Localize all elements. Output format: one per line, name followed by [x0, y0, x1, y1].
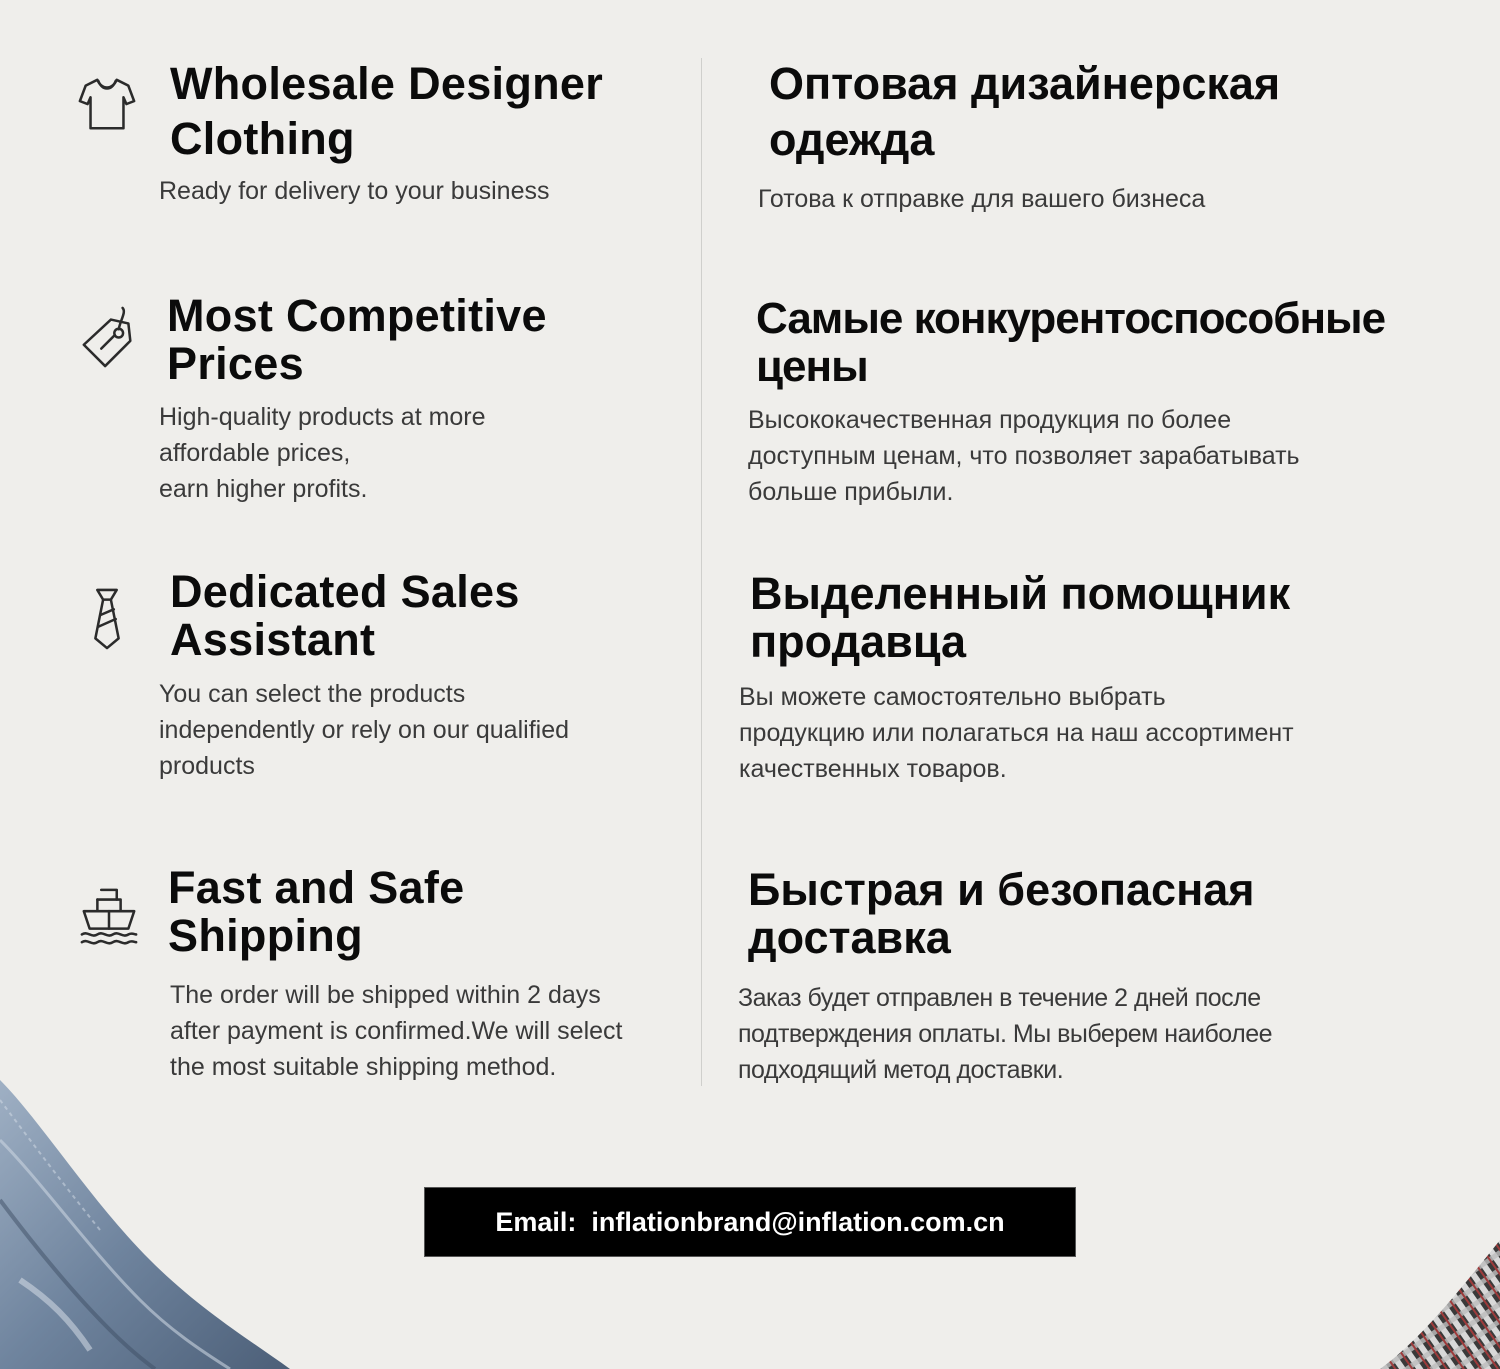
feature-desc-ru [738, 980, 1438, 1088]
email-contact-bar[interactable]: Email: inflationbrand@inflation.com.cn [424, 1187, 1076, 1257]
necktie-icon [76, 588, 138, 650]
feature-title-en: Most Competitive Prices [167, 290, 547, 389]
desc-line: подтверждения оплаты. Мы выберем наиболее [738, 1020, 1273, 1048]
feature-title-ru: Выделенный помощник продавца [750, 568, 1291, 667]
desc-line: products [159, 752, 255, 780]
feature-title-ru: Оптовая дизайнерская одежда [769, 58, 1281, 165]
desc-line: доступным ценам, что позволяет зарабатывать [748, 442, 1300, 470]
desc-line: больше прибыли. [748, 478, 954, 506]
desc-line: affordable prices, [159, 439, 351, 467]
feature-title-en: Fast and Safe Shipping [168, 862, 465, 961]
feature-desc-en [170, 977, 690, 1085]
denim-corner-image [0, 1080, 290, 1369]
desc-line: подходящий метод доставки. [738, 1056, 1064, 1084]
feature-title-ru: Самые конкурентоспособные цены [756, 294, 1386, 391]
ship-icon [78, 886, 140, 948]
t-shirt-icon [76, 74, 138, 136]
feature-desc-ru [748, 402, 1448, 510]
feature-desc-ru: Готова к отправке для вашего бизнеса [758, 185, 1206, 213]
feature-desc-en: Ready for delivery to your business [159, 177, 550, 205]
desc-line: High-quality products at more [159, 403, 486, 431]
desc-line: Заказ будет отправлен в течение 2 дней после [738, 984, 1261, 1012]
desc-line: after payment is confirmed.We will select [170, 1017, 623, 1045]
feature-desc-en [159, 676, 679, 784]
price-tag-icon [78, 306, 140, 368]
column-divider [701, 58, 702, 1086]
desc-line: качественных товаров. [739, 755, 1007, 783]
desc-line: independently or rely on our qualified [159, 716, 569, 744]
desc-line: Вы можете самостоятельно выбрать [739, 683, 1166, 711]
desc-line: earn higher profits. [159, 475, 368, 503]
desc-line: продукцию или полагаться на наш ассортимент [739, 719, 1294, 747]
desc-line: The order will be shipped within 2 days [170, 981, 601, 1009]
desc-line: You can select the products [159, 680, 466, 708]
feature-desc-ru [739, 679, 1459, 787]
feature-title-en: Dedicated Sales Assistant [170, 566, 520, 665]
feature-desc-en [159, 399, 679, 507]
feature-title-en: Wholesale Designer Clothing [170, 58, 604, 164]
desc-line: the most suitable shipping method. [170, 1053, 557, 1081]
plaid-corner-image [1360, 1240, 1500, 1369]
desc-line: Высококачественная продукция по более [748, 406, 1232, 434]
feature-title-ru: Быстрая и безопасная доставка [748, 864, 1255, 963]
